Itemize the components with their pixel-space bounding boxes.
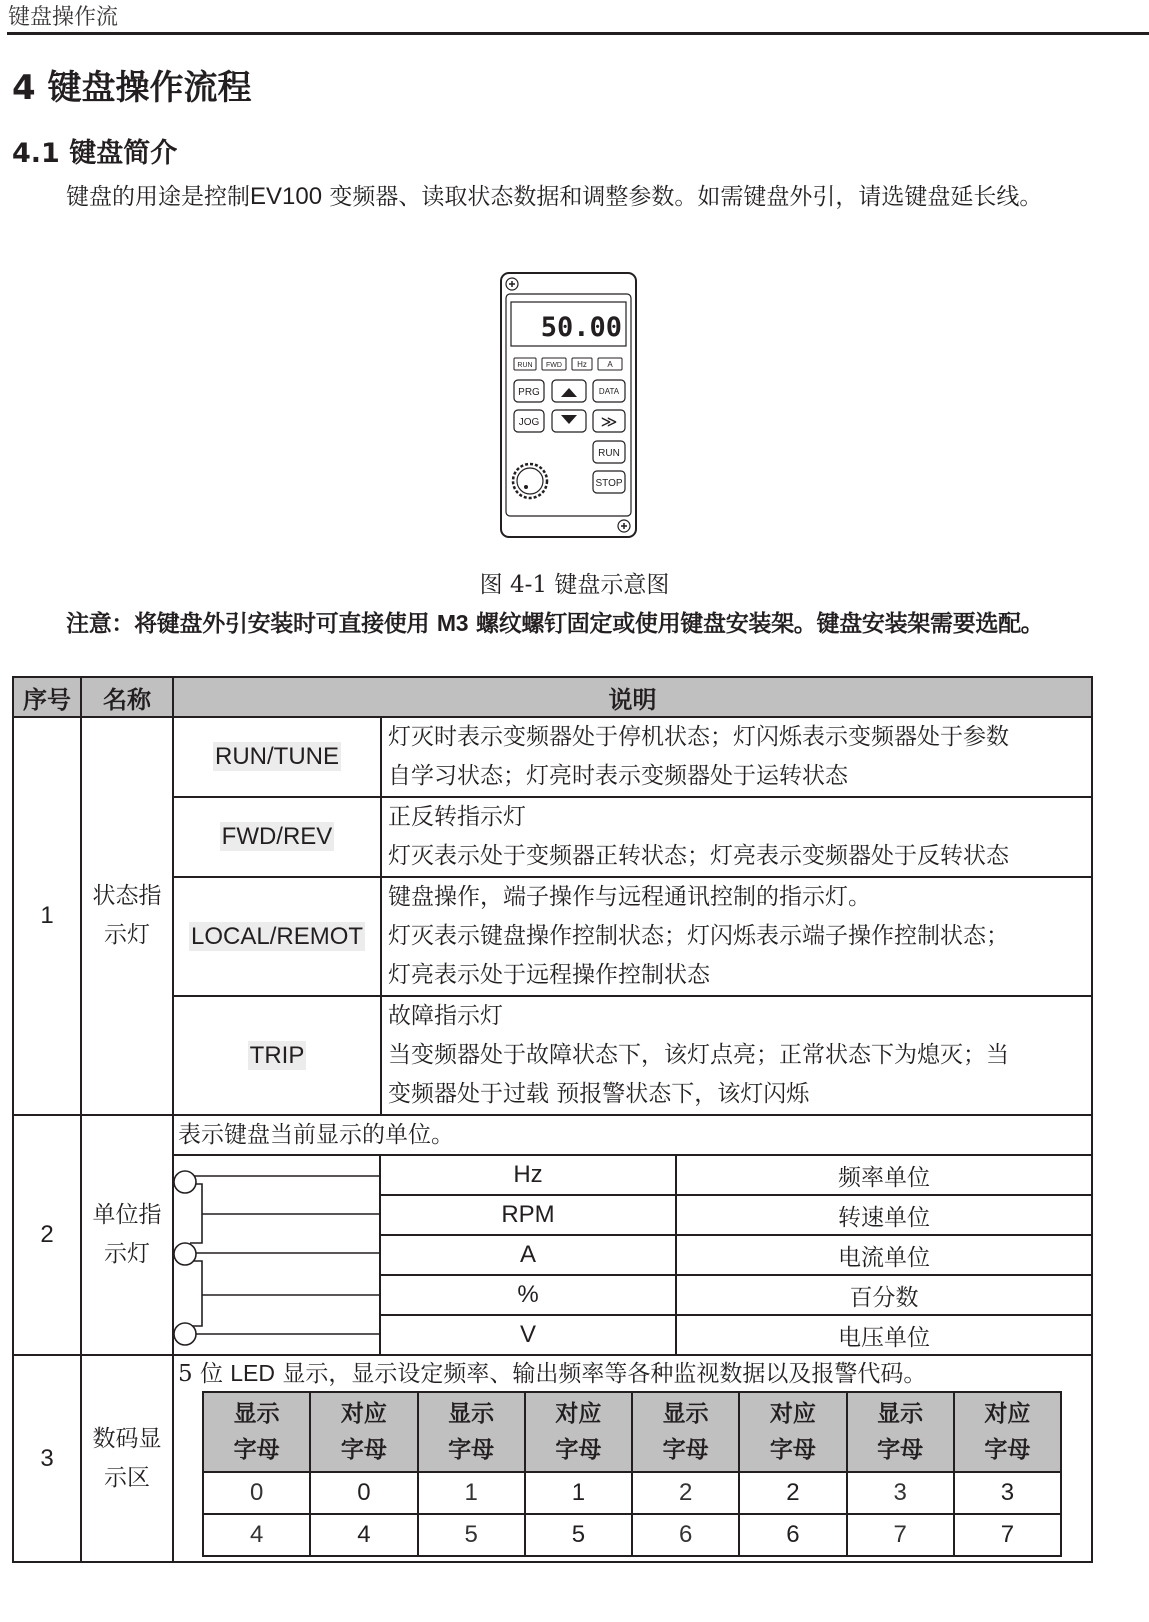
header-desc: 说明 <box>173 677 1092 717</box>
section-name: 状态指 示灯 <box>81 717 173 1115</box>
stop-label[interactable]: STOP <box>595 478 623 489</box>
units-box <box>173 1155 1092 1355</box>
unit-meaning: 转速单位 <box>676 1195 1091 1235</box>
keypad-table <box>12 676 1091 1563</box>
led-cell <box>173 1355 1092 1562</box>
table-row <box>13 877 1092 996</box>
unit-symbol: A <box>380 1235 676 1275</box>
unit-meaning: 电流单位 <box>676 1235 1091 1275</box>
up-arrow-icon <box>561 388 577 397</box>
led-char: 4 <box>310 1514 417 1556</box>
down-arrow-icon <box>561 415 577 424</box>
shift-label[interactable]: ≫ <box>600 414 618 431</box>
unit-row <box>174 1156 1091 1195</box>
led-char: 6 <box>739 1514 846 1556</box>
led-col-header: 对应 字母 <box>525 1392 632 1472</box>
note-text-1: 注意：将键盘外引安装时可直接使用 <box>66 611 437 637</box>
led-intro: 5 位 LED 显示，显示设定频率、输出频率等各种监视数据以及报警代码。 <box>178 1360 927 1387</box>
potentiometer-knob <box>517 468 543 494</box>
wire-bridge-2 <box>190 1261 202 1326</box>
table-row <box>13 1115 1092 1155</box>
led-header-row <box>203 1392 1061 1472</box>
led-char: 1 <box>525 1472 632 1514</box>
led-col-header: 显示 字母 <box>418 1392 525 1472</box>
unit-meaning: 电压单位 <box>838 1324 930 1351</box>
led-char: 3 <box>954 1472 1061 1514</box>
led-segment-glyph: 4 <box>203 1514 310 1556</box>
jog-label[interactable]: JOG <box>518 417 540 428</box>
led-segment-glyph: 2 <box>632 1472 739 1514</box>
led-char: 0 <box>310 1472 417 1514</box>
indicator-key: LOCAL/REMOT <box>173 877 381 996</box>
section-title: 4.1 键盘简介 <box>12 138 178 169</box>
led-row <box>203 1514 1061 1556</box>
intro-text-1: 键盘的用途是控制 <box>66 184 250 210</box>
screw-spec: M3 <box>436 610 469 636</box>
indicator-desc: 灯灭时表示变频器处于停机状态；灯闪烁表示变频器处于参数 自学习状态；灯亮时表示变频器处于运转状态 <box>381 717 1092 797</box>
prg-label[interactable]: PRG <box>518 387 540 398</box>
led-circle-icon <box>174 1171 196 1193</box>
section-name: 数码显 示区 <box>81 1355 173 1562</box>
unit-symbol: RPM <box>380 1195 676 1235</box>
unit-meaning: 百分数 <box>676 1275 1091 1315</box>
section-num: 3 <box>13 1355 81 1562</box>
section-name: 单位指 示灯 <box>81 1115 173 1355</box>
unit-symbol: Hz <box>380 1156 676 1195</box>
unit-wiring-diagram <box>174 1156 380 1354</box>
table-row <box>13 996 1092 1115</box>
keypad-figure <box>500 272 637 538</box>
knob-ring <box>513 464 547 498</box>
indicator-hz-label: Hz <box>577 360 587 369</box>
header-num: 序号 <box>13 677 81 717</box>
intro-text-2: 变频器、读取状态数据和调整参数。如需键盘外引，请选键盘延长线。 <box>322 184 1043 210</box>
unit-wiring-svg <box>174 1156 380 1356</box>
table-row <box>13 1155 1092 1355</box>
unit-meaning: 频率单位 <box>676 1156 1091 1195</box>
table-row <box>13 717 1092 797</box>
led-segment-glyph: 7 <box>847 1514 954 1556</box>
indicator-key: TRIP <box>173 996 381 1115</box>
indicator-fwd-label: FWD <box>546 362 562 369</box>
note-paragraph <box>14 603 1104 645</box>
led-char: 7 <box>954 1514 1061 1556</box>
run-label[interactable]: RUN <box>598 448 620 459</box>
knob-dot-icon <box>524 485 528 489</box>
led-col-header: 显示 字母 <box>203 1392 310 1472</box>
indicator-desc: 键盘操作，端子操作与远程通讯控制的指示灯。 灯灭表示键盘操作控制状态；灯闪烁表示端子操作控制状态； 灯亮表示处于远程操作控制状态 <box>381 877 1092 996</box>
model-name: EV100 <box>250 183 323 210</box>
led-row <box>203 1472 1061 1514</box>
indicator-run-label: RUN <box>517 362 533 369</box>
note-text-2: 螺纹螺钉固定或使用键盘安装架。键盘安装架需要选配。 <box>468 611 1044 637</box>
led-segment-glyph: 3 <box>847 1472 954 1514</box>
led-char: 2 <box>739 1472 846 1514</box>
led-col-header: 对应 字母 <box>739 1392 846 1472</box>
units-intro: 表示键盘当前显示的单位。 <box>173 1115 1092 1155</box>
display-value: 50.00 <box>540 312 622 343</box>
running-header: 键盘操作流 <box>8 5 119 30</box>
table-header-row <box>13 677 1092 717</box>
section-num: 1 <box>13 717 81 1115</box>
header-name: 名称 <box>81 677 173 717</box>
screw-cross-icon <box>621 523 627 529</box>
led-segment-glyph: 5 <box>418 1514 525 1556</box>
led-char: 5 <box>525 1514 632 1556</box>
header-rule <box>7 32 1149 35</box>
led-char-table <box>202 1391 1062 1557</box>
led-segment-glyph: 6 <box>632 1514 739 1556</box>
led-col-header: 对应 字母 <box>954 1392 1061 1472</box>
led-circle-icon <box>174 1323 196 1345</box>
wire-bridge-1 <box>190 1184 202 1243</box>
unit-symbol: % <box>380 1275 676 1315</box>
unit-symbol: V <box>380 1315 676 1354</box>
led-segment-glyph: 0 <box>203 1472 310 1514</box>
units-table <box>174 1156 1091 1354</box>
screw-cross-icon <box>509 281 515 287</box>
indicator-desc: 故障指示灯 当变频器处于故障状态下，该灯点亮；正常状态下为熄灭；当 变频器处于过载 预报警状态下，该灯闪烁 <box>381 996 1092 1115</box>
led-segment-glyph: 1 <box>418 1472 525 1514</box>
figure-caption: 图 4-1 键盘示意图 <box>479 572 670 598</box>
chapter-title: 4 键盘操作流程 <box>12 68 252 108</box>
indicator-desc: 正反转指示灯 灯灭表示处于变频器正转状态；灯亮表示变频器处于反转状态 <box>381 797 1092 877</box>
indicator-a-label: A <box>607 360 613 369</box>
indicator-key: RUN/TUNE <box>173 717 381 797</box>
led-col-header: 显示 字母 <box>847 1392 954 1472</box>
led-circle-icon <box>174 1243 196 1265</box>
section-num: 2 <box>13 1115 81 1355</box>
led-col-header: 对应 字母 <box>310 1392 417 1472</box>
data-label[interactable]: DATA <box>598 387 620 396</box>
table-row <box>13 797 1092 877</box>
table-row <box>13 1355 1092 1562</box>
indicator-key: FWD/REV <box>173 797 381 877</box>
intro-paragraph <box>14 176 1094 218</box>
led-col-header: 显示 字母 <box>632 1392 739 1472</box>
